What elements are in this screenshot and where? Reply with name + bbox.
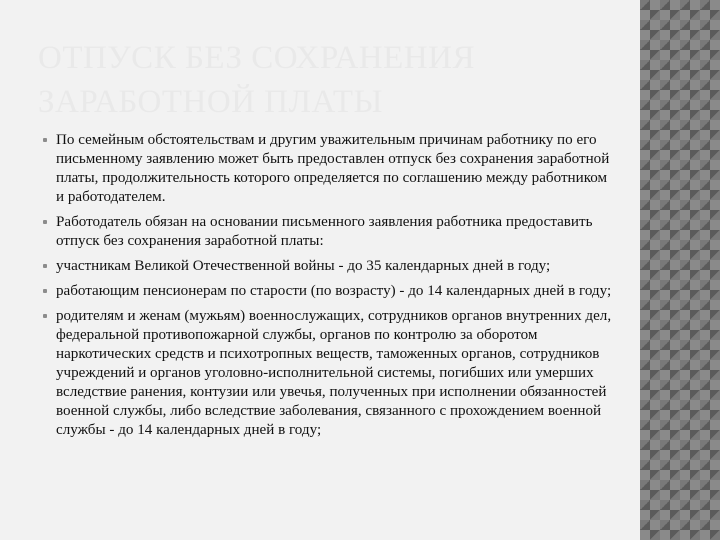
bullet-item: участникам Великой Отечественной войны - до 35 календарных дней в году; <box>42 257 618 276</box>
slide-title: ОТПУСК БЕЗ СОХРАНЕНИЯ ЗАРАБОТНОЙ ПЛАТЫ <box>38 40 475 120</box>
bullet-item: родителям и женам (мужьям) военнослужащих, сотрудников органов внутренних дел, федеральной противопожарной службы, органов по контролю за оборотом наркотических средств и психотропных веществ, таможенных органов, сотрудников учреждений и органов уголовно-исполнительной системы, погибших или умерших вследствие ранения, контузии или увечья, полученных при исполнении обязанностей военной службы, либо вследствие заболевания, связанного с прохождением военной службы - до 14 календарных дней в году; <box>42 307 618 440</box>
bullet-list <box>42 131 618 446</box>
bullet-item: По семейным обстоятельствам и другим уважительным причинам работнику по его письменному заявлению может быть предоставлен отпуск без сохранения заработной платы, продолжительность которого определяется по соглашению между работником и работодателем. <box>42 131 618 207</box>
decorative-pattern-strip <box>640 0 720 540</box>
bullet-item: Работодатель обязан на основании письменного заявления работника предоставить отпуск без сохранения заработной платы: <box>42 213 618 251</box>
bullet-item: работающим пенсионерам по старости (по возрасту) - до 14 календарных дней в году; <box>42 282 618 301</box>
